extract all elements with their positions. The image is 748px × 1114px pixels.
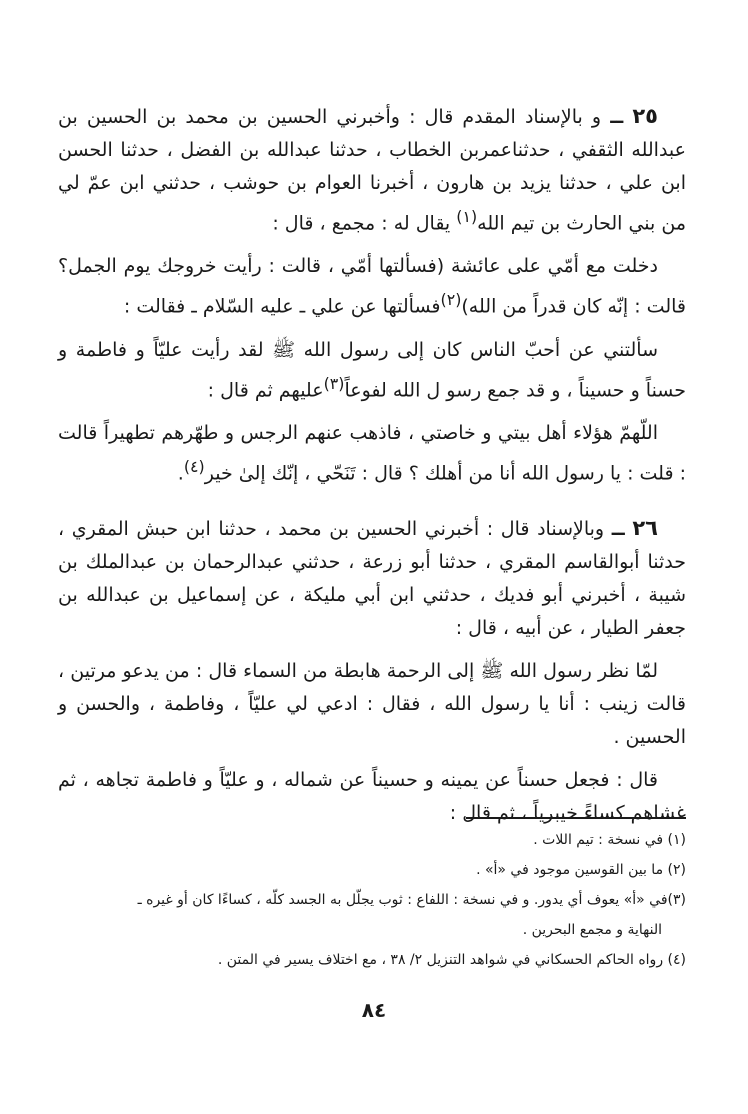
- paragraph-text: سألتني عن أحبّ الناس كان إلى رسول الله ﷺ لقد رأيت عليّاً و فاطمة و حسناً و حسيناً ، و قد جمع رسو ل الله لفوعاً: [58, 338, 686, 401]
- hadith-number: ٢٦: [632, 516, 658, 541]
- footnote-separator: [466, 817, 686, 819]
- footnotes: [58, 825, 686, 975]
- paragraph-text: قال : فجعل حسناً عن يمينه و حسيناً عن شماله ، و عليّاً و فاطمة تجاهه ، ثم غشاهم كساءً خيبرياً ، ثم قال :: [58, 769, 686, 825]
- hadith-26-text: [58, 764, 686, 830]
- paragraph-text: يقال له : مجمع ، قال :: [272, 212, 451, 235]
- footnote-ref: (١): [456, 207, 478, 226]
- paragraph-text: .: [177, 462, 184, 485]
- paragraph-text: دخلت مع أمّي على عائشة (فسألتها أمّي ، قالت : رأيت خروجك يوم الجمل؟ قالت : إنّه كان قدراً من الله): [58, 255, 686, 318]
- hadith-25-text: [58, 334, 686, 407]
- hadith-number: ٢٥: [632, 104, 658, 128]
- footnote-text: (٣)في «أ» يعوف أي يدور. و في نسخة : اللفاع : ثوب يجلّل به الجسد كلّه ، كساءًا كان أو غيره ـ: [137, 892, 686, 908]
- paragraph-text: عليهم ثم قال :: [207, 378, 324, 401]
- hadith-26-isnad: [58, 512, 686, 645]
- main-text: [58, 100, 686, 840]
- hadith-25-text: [58, 417, 686, 490]
- page-number: ٨٤: [361, 998, 387, 1022]
- hadith-25-text: [58, 250, 686, 323]
- footnote-continuation: النهاية و مجمع البحرين .: [522, 922, 662, 938]
- hadith-26-text: [58, 655, 686, 754]
- footnote: (١) في نسخة : تيم اللات .: [533, 832, 686, 848]
- number-dash: ــ: [610, 106, 624, 128]
- paragraph-text: لمّا نظر رسول الله ﷺ إلى الرحمة هابطة من السماء قال : من يدعو مرتين ، قالت زينب : أنا يا رسول الله ، فقال : ادعي لي عليّاً ، وفاطمة ، والحسن و الحسين .: [58, 660, 686, 749]
- footnote: (٤) رواه الحاكم الحسكاني في شواهد التنزيل ٢/ ٣٨ ، مع اختلاف يسير في المتن .: [217, 952, 686, 968]
- footnote-ref: (٢): [440, 290, 462, 310]
- footnote-ref: (٤): [183, 456, 205, 476]
- hadith-25-isnad: [58, 100, 686, 240]
- paragraph-text: اللّهمّ هؤلاء أهل بيتي و خاصتي ، فاذهب عنهم الرجس و طهّرهم تطهيراً قالت : قلت : يا رسول الله أنا من أهلك ؟ قال : تَنَحّي ، إنّك إلىٰ خير: [58, 421, 686, 485]
- footnote-ref: (٣): [323, 373, 345, 393]
- paragraph-text: فسألتها عن علي ـ عليه السّلام ـ فقالت :: [123, 295, 441, 318]
- paragraph-text: وبالإسناد قال : أخبرني الحسين بن محمد ، حدثنا ابن حبش المقري ، حدثنا أبوالقاسم المقري ، حدثنا أبو زرعة ، حدثني عبدالرحمان بن عبدالملك بن شيبة ، أخبرني أبو فديك ، حدثني ابن أبي مليكة ، عن إسماعيل بن عبدالله بن جعفر الطيار ، عن أبيه ، قال :: [58, 518, 686, 640]
- number-dash: ــ: [611, 518, 625, 541]
- footnote: [58, 885, 686, 945]
- footnote: (٢) ما بين القوسين موجود في «أ» .: [476, 862, 686, 878]
- paragraph-text: و بالإسناد المقدم قال : وأخبرني الحسين بن محمد بن الحسين بن عبدالله الثقفي ، حدثناعمربن الخطاب ، حدثنا عبدالله بن الفضل ، حدثنا الحسن ابن علي ، حدثنا يزيد بن هارون ، أخبرنا العوام بن حوشب ، حدثني ابن عمّ لي من بني الحارث بن تيم الله: [58, 106, 686, 235]
